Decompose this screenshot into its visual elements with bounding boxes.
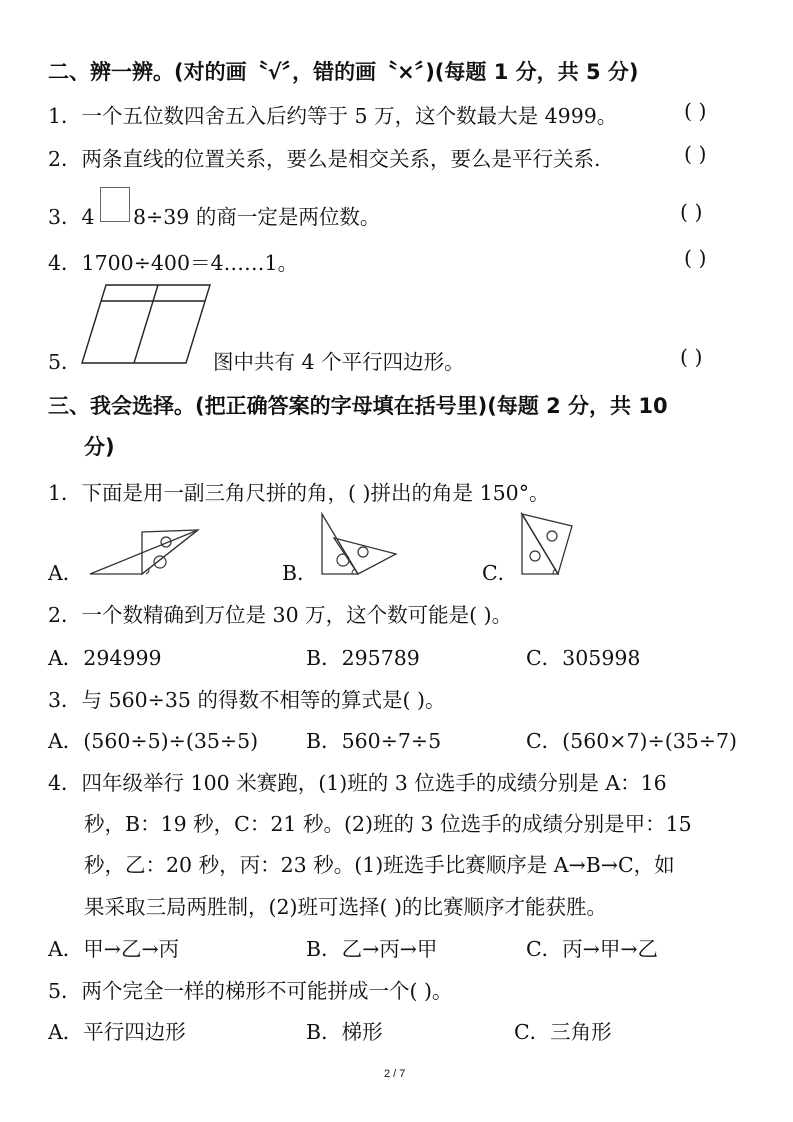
q3-option-c[interactable]: C．(560×7)÷(35÷7) — [526, 729, 738, 753]
q5-option-a[interactable]: A．平行四边形 — [48, 1020, 186, 1044]
q2-option-c[interactable]: C．305998 — [526, 646, 641, 670]
section2-heading: 二、辨一辨。(对的画〝√〞，错的画〝×〞)(每题 1 分，共 5 分) — [48, 60, 639, 84]
q4-option-a[interactable]: A．甲→乙→丙 — [48, 937, 180, 961]
q5-option-b[interactable]: B．梯形 — [306, 1020, 383, 1044]
digit-blank-box[interactable] — [100, 187, 130, 222]
s2-item-1-answer[interactable]: ( ) — [684, 99, 707, 123]
q1-option-a[interactable]: A． — [48, 561, 84, 585]
q4-line-3: 秒，乙：20 秒，丙：23 秒。(1)班选手比赛顺序是 A→B→C，如 — [84, 853, 675, 877]
s2-item-2-answer[interactable]: ( ) — [684, 142, 707, 166]
q4-option-c[interactable]: C．丙→甲→乙 — [526, 937, 659, 961]
q5-text: 5．两个完全一样的梯形不可能拼成一个( )。 — [48, 979, 453, 1003]
s2-item-5-post: 图中共有 4 个平行四边形。 — [213, 350, 465, 374]
q2-option-a[interactable]: A．294999 — [48, 646, 162, 670]
s2-item-3-post: 8÷39 的商一定是两位数。 — [133, 205, 381, 229]
page-number: 2 / 7 — [384, 1068, 406, 1080]
q4-line-4: 果采取三局两胜制，(2)班可选择( )的比赛顺序才能获胜。 — [84, 895, 608, 919]
parallelogram-figure — [82, 282, 214, 366]
s2-item-3-answer[interactable]: ( ) — [680, 200, 703, 224]
s2-item-3-pre: 3．4 — [48, 205, 95, 229]
s2-item-2-text: 2．两条直线的位置关系，要么是相交关系，要么是平行关系. — [48, 147, 601, 171]
q1-option-b[interactable]: B． — [282, 561, 318, 585]
s2-item-4-text: 4．1700÷400＝4……1。 — [48, 251, 299, 275]
s2-item-4-answer[interactable]: ( ) — [684, 246, 707, 270]
q1-text: 1．下面是用一副三角尺拼的角，( )拼出的角是 150°。 — [48, 481, 550, 505]
q3-option-a[interactable]: A．(560÷5)÷(35÷5) — [48, 729, 259, 753]
s2-item-1-text: 1．一个五位数四舍五入后约等于 5 万，这个数最大是 4999。 — [48, 104, 618, 128]
section3-heading-line1: 三、我会选择。(把正确答案的字母填在括号里)(每题 2 分，共 10 — [48, 394, 668, 418]
q1-option-c[interactable]: C． — [482, 561, 519, 585]
triangle-rulers-c-figure — [518, 512, 576, 578]
q3-text: 3．与 560÷35 的得数不相等的算式是( )。 — [48, 688, 446, 712]
section3-heading-line2: 分) — [84, 435, 115, 459]
q4-line-2: 秒，B：19 秒，C：21 秒。(2)班的 3 位选手的成绩分别是甲：15 — [84, 812, 692, 836]
q4-option-b[interactable]: B．乙→丙→甲 — [306, 937, 438, 961]
q4-line-1: 4．四年级举行 100 米赛跑，(1)班的 3 位选手的成绩分别是 A：16 — [48, 771, 667, 795]
s2-item-5-answer[interactable]: ( ) — [680, 345, 703, 369]
q3-option-b[interactable]: B．560÷7÷5 — [306, 729, 442, 753]
q5-option-c[interactable]: C．三角形 — [514, 1020, 612, 1044]
triangle-rulers-b-figure — [318, 512, 400, 578]
triangle-rulers-a-figure — [88, 526, 200, 578]
s2-item-5-pre: 5． — [48, 350, 82, 374]
q2-option-b[interactable]: B．295789 — [306, 646, 420, 670]
q2-text: 2．一个数精确到万位是 30 万，这个数可能是( )。 — [48, 603, 513, 627]
